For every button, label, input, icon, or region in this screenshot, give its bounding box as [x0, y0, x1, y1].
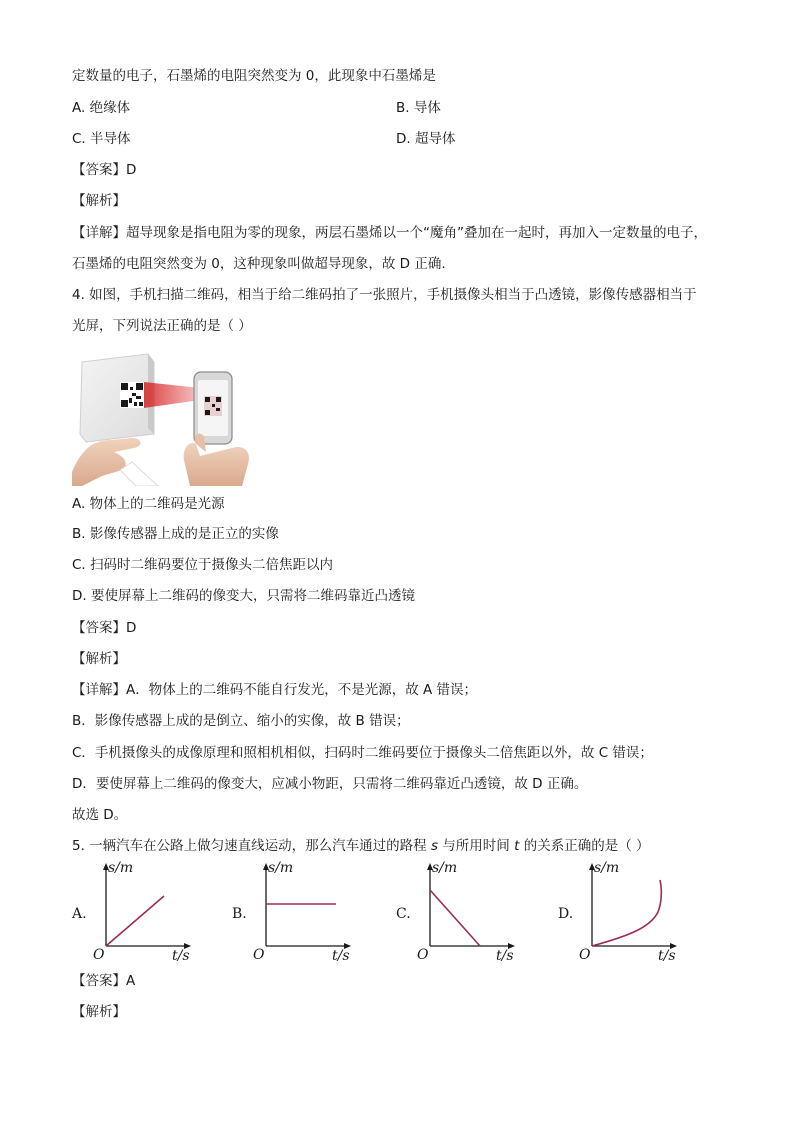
q4-option-d: D. 要使屏幕上二维码的像变大，只需将二维码靠近凸透镜	[72, 588, 415, 604]
graph-c-xlabel: t/s	[496, 948, 514, 964]
q5-analysis-label: 【解析】	[72, 1004, 126, 1020]
q5-stem-part-1: 5. 一辆汽车在公路上做匀速直线运动，那么汽车通过的路程	[72, 838, 431, 854]
q4-option-c: C. 扫码时二维码要位于摄像头二倍焦距以内	[72, 557, 334, 573]
phone-qr-code	[204, 396, 222, 416]
graph-a-origin: O	[93, 947, 105, 963]
graph-option-b	[232, 858, 352, 968]
graph-c-curve	[430, 890, 480, 946]
q3-detail-line-1: 【详解】超导现象是指电阻为零的现象，两层石墨烯以一个“魔角”叠加在一起时，再加入一定数量的电子，	[72, 225, 707, 241]
q5-stem	[72, 836, 650, 856]
q5-stem-var-s: s	[430, 838, 439, 854]
graph-a-option-label: A.	[72, 906, 87, 922]
graph-c-ylabel: s/m	[432, 860, 458, 876]
box-qr-code	[120, 382, 144, 408]
graph-d-curve	[592, 880, 661, 946]
q3-option-a: A. 绝缘体	[72, 100, 131, 116]
q4-detail-line-1: 【详解】A．物体上的二维码不能自行发光，不是光源，故 A 错误；	[72, 682, 478, 698]
q3-option-d: D. 超导体	[396, 131, 456, 147]
q5-answer: 【答案】A	[72, 973, 136, 989]
graph-d-origin: O	[579, 947, 591, 963]
q4-detail-line-4: D．要使屏幕上二维码的像变大，应减小物距，只需将二维码靠近凸透镜，故 D 正确。	[72, 776, 588, 792]
q4-detail-line-2: B．影像传感器上成的是倒立、缩小的实像，故 B 错误；	[72, 713, 410, 729]
graph-option-c	[396, 858, 516, 968]
q4-detail-line-3: C．手机摄像头的成像原理和照相机相似，扫码时二维码要位于摄像头二倍焦距以外，故 C 错误；	[72, 745, 653, 761]
q3-detail-line-2: 石墨烯的电阻突然变为 0，这种现象叫做超导现象，故 D 正确.	[72, 256, 446, 272]
q4-conclusion: 故选 D。	[72, 807, 128, 823]
graph-b-origin: O	[253, 947, 265, 963]
graph-d-option-label: D.	[558, 906, 574, 922]
q4-answer: 【答案】D	[72, 620, 137, 636]
graph-d-xlabel: t/s	[658, 948, 676, 964]
q3-analysis-label: 【解析】	[72, 193, 126, 209]
q3-option-c: C. 半导体	[72, 131, 131, 147]
graph-c-option-label: C.	[396, 906, 411, 922]
q3-option-b: B. 导体	[396, 100, 441, 116]
q3-answer: 【答案】D	[72, 162, 137, 178]
qr-scan-photo	[72, 352, 268, 486]
graph-a-xlabel: t/s	[172, 948, 190, 964]
graph-d-ylabel: s/m	[594, 860, 620, 876]
graph-b-option-label: B.	[232, 906, 247, 922]
q3-stem-tail: 定数量的电子，石墨烯的电阻突然变为 0，此现象中石墨烯是	[72, 68, 436, 84]
graph-b-ylabel: s/m	[268, 860, 294, 876]
graph-option-a	[72, 858, 192, 968]
q5-stem-part-2: 与所用时间	[438, 838, 515, 854]
graph-c-origin: O	[417, 947, 429, 963]
q4-stem-line-1: 4. 如图，手机扫描二维码，相当于给二维码拍了一张照片，手机摄像头相当于凸透镜，影像传感器相当于	[72, 287, 697, 303]
graph-b-xlabel: t/s	[332, 948, 350, 964]
q4-option-b: B. 影像传感器上成的是正立的实像	[72, 526, 279, 542]
q5-stem-var-t: t	[514, 838, 520, 854]
graph-a-curve	[106, 896, 164, 946]
q4-stem-line-2: 光屏，下列说法正确的是（ ）	[72, 318, 252, 334]
graph-option-d	[558, 858, 678, 968]
q5-stem-part-3: 的关系正确的是（ ）	[519, 838, 650, 854]
graph-a-ylabel: s/m	[108, 860, 134, 876]
q4-analysis-label: 【解析】	[72, 651, 126, 667]
q4-option-a: A. 物体上的二维码是光源	[72, 496, 225, 512]
